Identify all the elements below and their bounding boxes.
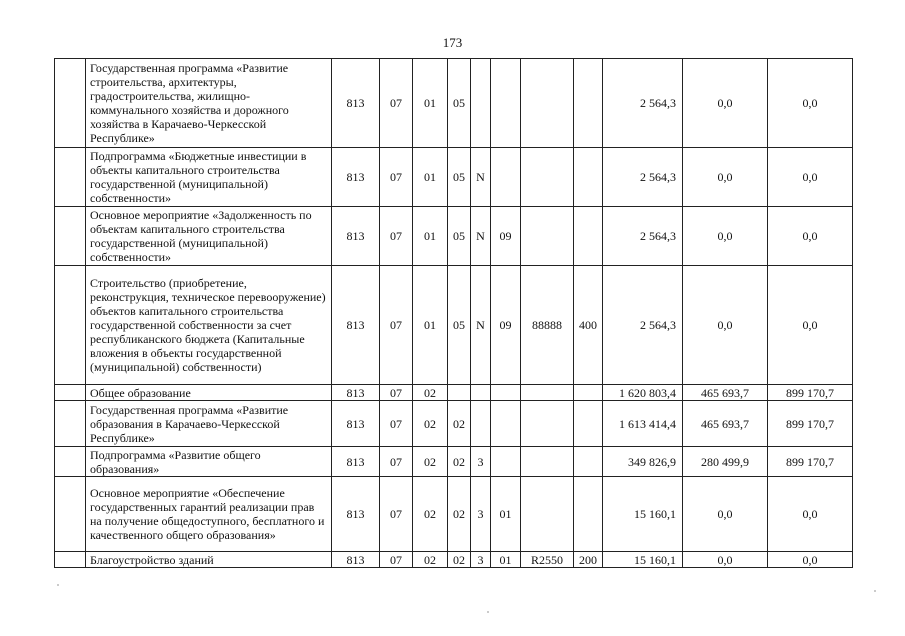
sum1-cell: 15 160,1 bbox=[603, 552, 683, 568]
sum3-cell: 0,0 bbox=[768, 207, 853, 266]
sum1-cell: 2 564,3 bbox=[603, 59, 683, 148]
program-cell: 05 bbox=[448, 59, 471, 148]
scan-speck bbox=[487, 611, 489, 613]
subsection-cell: 02 bbox=[413, 401, 448, 447]
section-cell: 07 bbox=[380, 385, 413, 401]
expense-type-cell bbox=[574, 148, 603, 207]
sum1-cell: 2 564,3 bbox=[603, 207, 683, 266]
sum1-cell: 349 826,9 bbox=[603, 447, 683, 477]
sum2-cell: 0,0 bbox=[683, 148, 768, 207]
direction-cell bbox=[521, 447, 574, 477]
subprogram-cell bbox=[471, 385, 491, 401]
empty-cell bbox=[55, 447, 86, 477]
row-name: Государственная программа «Развитие строительства, архитектуры, градостроительства, жилищно-коммунального хозяйства и дорожного хозяйства в Карачаево-Черкесской Республике» bbox=[86, 59, 332, 148]
sum3-cell: 0,0 bbox=[768, 552, 853, 568]
table-body bbox=[55, 59, 853, 568]
subprogram-cell: N bbox=[471, 148, 491, 207]
subprogram-cell bbox=[471, 59, 491, 148]
subsection-cell: 01 bbox=[413, 59, 448, 148]
event-cell bbox=[491, 385, 521, 401]
subsection-cell: 02 bbox=[413, 552, 448, 568]
program-cell: 02 bbox=[448, 477, 471, 552]
subprogram-cell: N bbox=[471, 207, 491, 266]
code-cell: 813 bbox=[332, 385, 380, 401]
code-cell: 813 bbox=[332, 401, 380, 447]
sum3-cell: 899 170,7 bbox=[768, 385, 853, 401]
row-name: Основное мероприятие «Задолженность по объектам капитального строительства государственной (муниципальной) собственности» bbox=[86, 207, 332, 266]
row-name: Основное мероприятие «Обеспечение государственных гарантий реализации прав на получение общедоступного, бесплатного и качественного общего образования» bbox=[86, 477, 332, 552]
sum2-cell: 0,0 bbox=[683, 477, 768, 552]
subprogram-cell: 3 bbox=[471, 447, 491, 477]
sum3-cell: 0,0 bbox=[768, 477, 853, 552]
row-name: Государственная программа «Развитие образования в Карачаево-Черкесской Республике» bbox=[86, 401, 332, 447]
row-name: Благоустройство зданий bbox=[86, 552, 332, 568]
direction-cell bbox=[521, 207, 574, 266]
table-row bbox=[55, 552, 853, 568]
table-row bbox=[55, 385, 853, 401]
empty-cell bbox=[55, 207, 86, 266]
row-name: Подпрограмма «Бюджетные инвестиции в объекты капитального строительства государственной (муниципальной) собственности» bbox=[86, 148, 332, 207]
subsection-cell: 01 bbox=[413, 148, 448, 207]
table-row bbox=[55, 59, 853, 148]
subsection-cell: 02 bbox=[413, 447, 448, 477]
section-cell: 07 bbox=[380, 207, 413, 266]
direction-cell bbox=[521, 385, 574, 401]
expense-type-cell bbox=[574, 385, 603, 401]
code-cell: 813 bbox=[332, 59, 380, 148]
empty-cell bbox=[55, 266, 86, 385]
section-cell: 07 bbox=[380, 401, 413, 447]
event-cell bbox=[491, 59, 521, 148]
direction-cell bbox=[521, 401, 574, 447]
event-cell: 09 bbox=[491, 207, 521, 266]
empty-cell bbox=[55, 401, 86, 447]
subprogram-cell: N bbox=[471, 266, 491, 385]
code-cell: 813 bbox=[332, 552, 380, 568]
event-cell: 01 bbox=[491, 477, 521, 552]
section-cell: 07 bbox=[380, 447, 413, 477]
expense-type-cell bbox=[574, 401, 603, 447]
expense-type-cell bbox=[574, 477, 603, 552]
empty-cell bbox=[55, 477, 86, 552]
sum2-cell: 0,0 bbox=[683, 207, 768, 266]
subprogram-cell: 3 bbox=[471, 477, 491, 552]
sum1-cell: 1 613 414,4 bbox=[603, 401, 683, 447]
sum2-cell: 280 499,9 bbox=[683, 447, 768, 477]
direction-cell: R2550 bbox=[521, 552, 574, 568]
subprogram-cell bbox=[471, 401, 491, 447]
sum2-cell: 465 693,7 bbox=[683, 385, 768, 401]
empty-cell bbox=[55, 385, 86, 401]
expense-type-cell bbox=[574, 59, 603, 148]
table-row bbox=[55, 148, 853, 207]
code-cell: 813 bbox=[332, 266, 380, 385]
page-number: 173 bbox=[442, 35, 463, 50]
row-name: Строительство (приобретение, реконструкция, техническое перевооружение) объектов капитального строительства государственной собственности за счет республиканского бюджета (Капитальные вложения в объекты государственной (муниципальной) собственности) bbox=[86, 266, 332, 385]
sum2-cell: 0,0 bbox=[683, 266, 768, 385]
subsection-cell: 01 bbox=[413, 266, 448, 385]
sum3-cell: 0,0 bbox=[768, 148, 853, 207]
program-cell: 05 bbox=[448, 266, 471, 385]
program-cell: 05 bbox=[448, 148, 471, 207]
expense-type-cell: 400 bbox=[574, 266, 603, 385]
program-cell bbox=[448, 385, 471, 401]
sum3-cell: 0,0 bbox=[768, 266, 853, 385]
sum2-cell: 465 693,7 bbox=[683, 401, 768, 447]
empty-cell bbox=[55, 148, 86, 207]
program-cell: 02 bbox=[448, 401, 471, 447]
scan-speck bbox=[874, 590, 876, 592]
expense-type-cell bbox=[574, 447, 603, 477]
section-cell: 07 bbox=[380, 477, 413, 552]
code-cell: 813 bbox=[332, 148, 380, 207]
direction-cell: 88888 bbox=[521, 266, 574, 385]
sum3-cell: 899 170,7 bbox=[768, 401, 853, 447]
event-cell: 01 bbox=[491, 552, 521, 568]
event-cell bbox=[491, 401, 521, 447]
event-cell: 09 bbox=[491, 266, 521, 385]
section-cell: 07 bbox=[380, 59, 413, 148]
sum3-cell: 0,0 bbox=[768, 59, 853, 148]
scan-speck bbox=[57, 584, 59, 586]
program-cell: 05 bbox=[448, 207, 471, 266]
expense-type-cell bbox=[574, 207, 603, 266]
code-cell: 813 bbox=[332, 447, 380, 477]
sum2-cell: 0,0 bbox=[683, 552, 768, 568]
sum1-cell: 2 564,3 bbox=[603, 148, 683, 207]
program-cell: 02 bbox=[448, 552, 471, 568]
sum1-cell: 1 620 803,4 bbox=[603, 385, 683, 401]
subprogram-cell: 3 bbox=[471, 552, 491, 568]
direction-cell bbox=[521, 477, 574, 552]
event-cell bbox=[491, 148, 521, 207]
sum1-cell: 2 564,3 bbox=[603, 266, 683, 385]
empty-cell bbox=[55, 59, 86, 148]
code-cell: 813 bbox=[332, 477, 380, 552]
section-cell: 07 bbox=[380, 148, 413, 207]
table-row bbox=[55, 207, 853, 266]
subsection-cell: 02 bbox=[413, 477, 448, 552]
table-row bbox=[55, 447, 853, 477]
table-row bbox=[55, 477, 853, 552]
table-row bbox=[55, 266, 853, 385]
row-name: Общее образование bbox=[86, 385, 332, 401]
subsection-cell: 02 bbox=[413, 385, 448, 401]
section-cell: 07 bbox=[380, 266, 413, 385]
sum3-cell: 899 170,7 bbox=[768, 447, 853, 477]
subsection-cell: 01 bbox=[413, 207, 448, 266]
section-cell: 07 bbox=[380, 552, 413, 568]
code-cell: 813 bbox=[332, 207, 380, 266]
empty-cell bbox=[55, 552, 86, 568]
event-cell bbox=[491, 447, 521, 477]
program-cell: 02 bbox=[448, 447, 471, 477]
direction-cell bbox=[521, 148, 574, 207]
sum2-cell: 0,0 bbox=[683, 59, 768, 148]
expense-type-cell: 200 bbox=[574, 552, 603, 568]
direction-cell bbox=[521, 59, 574, 148]
sum1-cell: 15 160,1 bbox=[603, 477, 683, 552]
budget-table bbox=[54, 58, 853, 568]
row-name: Подпрограмма «Развитие общего образования» bbox=[86, 447, 332, 477]
table-row bbox=[55, 401, 853, 447]
